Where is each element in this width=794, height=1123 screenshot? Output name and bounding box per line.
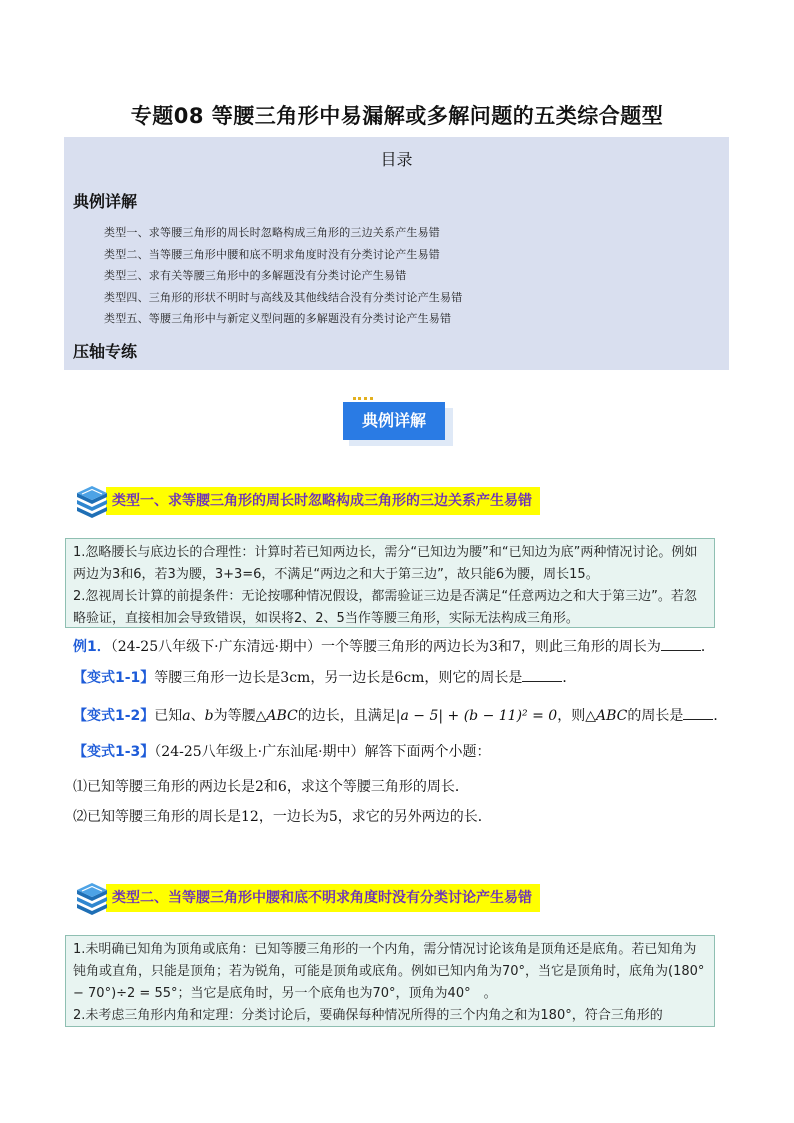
- variant-text-b: 、: [190, 708, 205, 724]
- answer-blank[interactable]: [683, 705, 713, 720]
- type1-tip-2: 2.忽视周长计算的前提条件：无论按哪种情况假设，都需验证三边是否满足“任意两边之和大于第三边”。若忽略验证，直接相加会导致错误，如误将2、2、5当作等腰三角形，实际无法构成三角形。: [73, 589, 697, 626]
- toc-section-examples[interactable]: 典例详解: [73, 192, 138, 211]
- page-title: 专题08 等腰三角形中易漏解或多解问题的五类综合题型: [130, 104, 664, 128]
- variant-end: ．: [562, 670, 577, 686]
- variant-1-2: [73, 705, 727, 725]
- example-source: （24-25八年级下·广东清远·期中）: [110, 639, 322, 655]
- answer-blank[interactable]: [661, 636, 701, 651]
- variant-text-a: 已知: [154, 708, 183, 724]
- variant-1-3: [73, 741, 491, 761]
- section-badge: [343, 402, 451, 446]
- variant-end: ．: [713, 708, 728, 724]
- variant-1-1: [73, 667, 576, 687]
- var-b: b: [204, 708, 214, 724]
- toc-heading: 目录: [380, 150, 413, 169]
- variant-text-d: 的边长，且满足: [297, 708, 396, 724]
- variant-text-f: 的周长是: [627, 708, 684, 724]
- type2-heading: [74, 880, 554, 916]
- example-end: ．: [700, 639, 715, 655]
- books-icon: [74, 483, 110, 519]
- variant-text-e: ，则: [557, 708, 586, 724]
- triangle-name: △ABC: [255, 708, 298, 724]
- variant-text: 等腰三角形一边长是3cm，另一边长是6cm，则它的周长是: [154, 670, 523, 686]
- type1-heading-text: 类型一、求等腰三角形的周长时忽略构成三角形的三边关系产生易错: [106, 487, 540, 515]
- answer-blank[interactable]: [522, 667, 562, 682]
- toc-item-type3[interactable]: 类型三、求有关等腰三角形中的多解题没有分类讨论产生易错: [104, 269, 407, 282]
- question-2: ⑵已知等腰三角形的周长是12，一边长为5，求它的另外两边的长．: [73, 809, 492, 825]
- type2-tip-2: 2.未考虑三角形内角和定理：分类讨论后，要确保每种情况所得的三个内角之和为180°，符合三角形的: [73, 1008, 663, 1023]
- variant-label: 【变式1-3】: [73, 744, 155, 760]
- type2-heading-text: 类型二、当等腰三角形中腰和底不明求角度时没有分类讨论产生易错: [106, 884, 540, 912]
- books-icon: [74, 880, 110, 916]
- type2-tips: [65, 935, 715, 1027]
- type1-tip-1: 1.忽略腰长与底边长的合理性：计算时若已知两边长，需分“已知边为腰”和“已知边为底”两种情况讨论。例如两边为3和6，若3为腰，3+3=6，不满足“两边之和大于第三边”，故只能6为腰，周长15。: [73, 545, 698, 582]
- toc-item-type5[interactable]: 类型五、等腰三角形中与新定义型问题的多解题没有分类讨论产生易错: [104, 312, 452, 325]
- badge-label: 典例详解: [343, 402, 445, 440]
- toc-item-type4[interactable]: 类型四、三角形的形状不明时与高线及其他线结合没有分类讨论产生易错: [104, 291, 463, 304]
- table-of-contents: [64, 137, 729, 370]
- variant-text-c: 为等腰: [213, 708, 256, 724]
- variant-label: 【变式1-1】: [73, 670, 155, 686]
- toc-section-practice[interactable]: 压轴专练: [73, 342, 138, 361]
- question-1: ⑴已知等腰三角形的两边长是2和6，求这个等腰三角形的周长．: [73, 779, 469, 795]
- type2-tip-1: 1.未明确已知角为顶角或底角：已知等腰三角形的一个内角，需分情况讨论该角是顶角还是底角。若已知角为钝角或直角，只能是顶角；若为锐角，可能是顶角或底角。例如已知内角为70°，当它是顶角时，底角为(180° − 70°)÷2 = 55°；当它是底角时，另一个底角也为70°，顶角为40° 。: [73, 942, 705, 1001]
- var-a: a: [182, 708, 191, 724]
- example-text: 一个等腰三角形的两边长为3和7，则此三角形的周长为: [321, 639, 661, 655]
- type1-heading: [74, 483, 554, 519]
- triangle-name-2: △ABC: [585, 708, 628, 724]
- equation: |a − 5| + (b − 11)² = 0: [395, 708, 558, 724]
- example-1: [73, 636, 715, 656]
- toc-item-type1[interactable]: 类型一、求等腰三角形的周长时忽略构成三角形的三边关系产生易错: [104, 226, 440, 239]
- variant-label: 【变式1-2】: [73, 708, 155, 724]
- example-label: 例1．: [73, 639, 111, 655]
- variant-text: （24-25八年级上·广东汕尾·期中）解答下面两个小题：: [154, 744, 491, 760]
- toc-item-type2[interactable]: 类型二、当等腰三角形中腰和底不明求角度时没有分类讨论产生易错: [104, 248, 440, 261]
- badge-dots: [353, 397, 373, 403]
- type1-tips: [65, 538, 715, 628]
